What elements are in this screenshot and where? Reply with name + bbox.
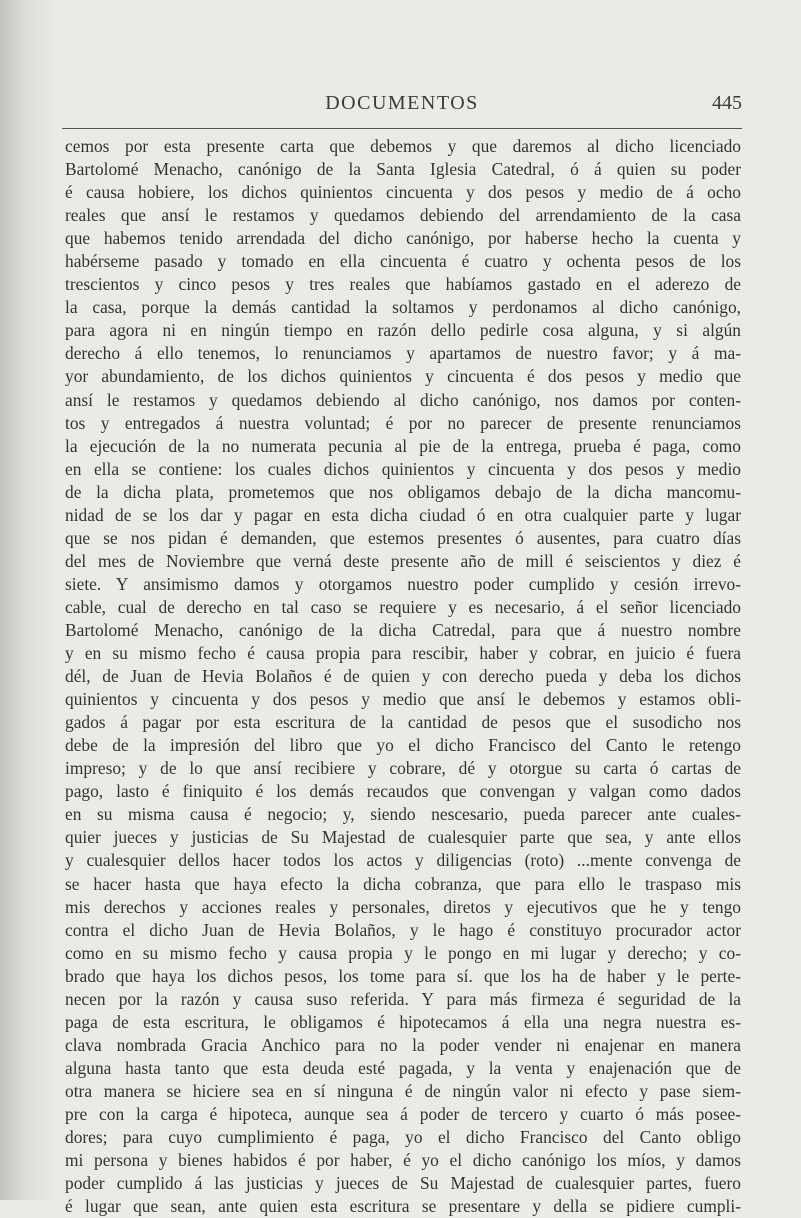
header-rule — [62, 128, 742, 129]
text-line: necen por la razón y causa suso referida. Y para más firmeza é seguridad de la — [65, 988, 741, 1009]
text-line: derecho á ello tenemos, lo renunciamos y apartamos de nuestro favor; y á ma- — [65, 343, 741, 364]
text-line: Bartolomé Menacho, canónigo de la dicha Catredal, para que á nuestro nombre — [65, 619, 741, 640]
text-line: como en su mismo fecho y causa propia y le pongo en mi lugar y derecho; y co- — [65, 942, 741, 963]
text-line: é lugar que sean, ante quien esta escritura se presentare y della se pidiere cumpli- — [65, 1196, 741, 1217]
text-line: Bartolomé Menacho, canónigo de la Santa Iglesia Catedral, ó á quien su poder — [65, 159, 741, 180]
text-line: é causa hobiere, los dichos quinientos cincuenta y dos pesos y medio de á ocho — [65, 182, 741, 203]
text-line: se hacer hasta que haya efecto la dicha cobranza, que para ello le traspaso mis — [65, 873, 741, 894]
text-line: mi persona y bienes habidos é por haber, é yo el dicho canónigo los míos, y damos — [65, 1150, 741, 1171]
text-line: y en su mismo fecho é causa propia para rescibir, haber y cobrar, en juicio é fuera — [65, 643, 741, 664]
text-line: en ella se contiene: los cuales dichos quinientos y cincuenta y dos pesos y medio — [65, 458, 741, 479]
text-line: quier jueces y justicias de Su Majestad de cualesquier parte que sea, y ante ellos — [65, 827, 741, 848]
text-line: paga de esta escritura, le obligamos é hipotecamos á ella una negra nuestra es- — [65, 1011, 741, 1032]
text-line: dél, de Juan de Hevia Bolaños é de quien y con derecho pueda y deba los dichos — [65, 666, 741, 687]
page-number: 445 — [712, 92, 742, 114]
text-line: pago, lasto é finiquito é los demás recaudos que convengan y valgan como dados — [65, 781, 741, 802]
text-line: y cualesquier dellos hacer todos los actos y diligencias (roto) ...mente convenga de — [65, 850, 741, 871]
text-line: cable, cual de derecho en tal caso se requiere y es necesario, á el señor licenciado — [65, 596, 741, 617]
text-line: dores; para cuyo cumplimiento é paga, yo el dicho Francisco del Canto obligo — [65, 1127, 741, 1148]
text-line: nidad de se los dar y pagar en esta dicha ciudad ó en otra cualquier parte y lugar — [65, 504, 741, 525]
text-line: mis derechos y acciones reales y personales, diretos y ejecutivos que he y tengo — [65, 896, 741, 917]
text-line: gados á pagar por esta escritura de la cantidad de pesos que el susodicho nos — [65, 712, 741, 733]
text-line: debe de la impresión del libro que yo el dicho Francisco del Canto le retengo — [65, 735, 741, 756]
text-line: que se nos pidan é demanden, que estemos presentes ó ausentes, para cuatro días — [65, 527, 741, 548]
text-line: habérseme pasado y tomado en ella cincuenta é cuatro y ochenta pesos de los — [65, 251, 741, 272]
running-head: DOCUMENTOS — [325, 92, 479, 114]
text-line: pre con la carga é hipoteca, aunque sea á poder de tercero y cuarto ó más posee- — [65, 1103, 741, 1124]
text-line: poder cumplido á las justicias y jueces de Su Majestad de cualesquier partes, fuero — [65, 1173, 741, 1194]
text-line: alguna hasta tanto que esta deuda esté pagada, y la venta y enajenación que de — [65, 1057, 741, 1078]
text-line: del mes de Noviembre que verná deste presente año de mill é seiscientos y diez é — [65, 550, 741, 571]
text-line: quinientos y cincuenta y dos pesos y medio que ansí le debemos y estamos obli- — [65, 689, 741, 710]
text-line: la ejecución de la no numerata pecunia al pie de la entrega, prueba é paga, como — [65, 435, 741, 456]
body-text — [65, 135, 741, 1218]
text-line: brado que haya los dichos pesos, los tome para sí. que los ha de haber y le perte- — [65, 965, 741, 986]
text-line: contra el dicho Juan de Hevia Bolaños, y le hago é constituyo procurador actor — [65, 919, 741, 940]
text-line: otra manera se hiciere sea en sí ninguna é de ningún valor ni efecto y pase siem- — [65, 1080, 741, 1101]
text-line: ansí le restamos y quedamos debiendo al dicho canónigo, nos damos por conten- — [65, 389, 741, 410]
text-line: en su misma causa é negocio; y, siendo nescesario, pueda parecer ante cuales- — [65, 804, 741, 825]
page-header — [62, 92, 742, 122]
text-line: la casa, porque la demás cantidad la soltamos y perdonamos al dicho canónigo, — [65, 297, 741, 318]
text-line: trescientos y cinco pesos y tres reales que habíamos gastado en el aderezo de — [65, 274, 741, 295]
text-line: clava nombrada Gracia Anchico para no la poder vender ni enajenar en manera — [65, 1034, 741, 1055]
text-line: siete. Y ansimismo damos y otorgamos nuestro poder cumplido y cesión irrevo- — [65, 573, 741, 594]
text-line: cemos por esta presente carta que debemos y que daremos al dicho licenciado — [65, 136, 741, 156]
text-line: que habemos tenido arrendada del dicho canónigo, por haberse hecho la cuenta y — [65, 228, 741, 249]
text-line: para agora ni en ningún tiempo en razón dello pedirle cosa alguna, y si algún — [65, 320, 741, 341]
text-line: tos y entregados á nuestra voluntad; é por no parecer de presente renunciamos — [65, 412, 741, 433]
text-line: yor abundamiento, de los dichos quinientos y cincuenta é dos pesos y medio que — [65, 366, 741, 387]
page-edge-shadow — [0, 0, 58, 1200]
text-line: impreso; y de lo que ansí recibiere y cobrare, dé y otorgue su carta ó cartas de — [65, 758, 741, 779]
text-line: reales que ansí le restamos y quedamos debiendo del arrendamiento de la casa — [65, 205, 741, 226]
text-line: de la dicha plata, prometemos que nos obligamos debajo de la dicha mancomu- — [65, 481, 741, 502]
